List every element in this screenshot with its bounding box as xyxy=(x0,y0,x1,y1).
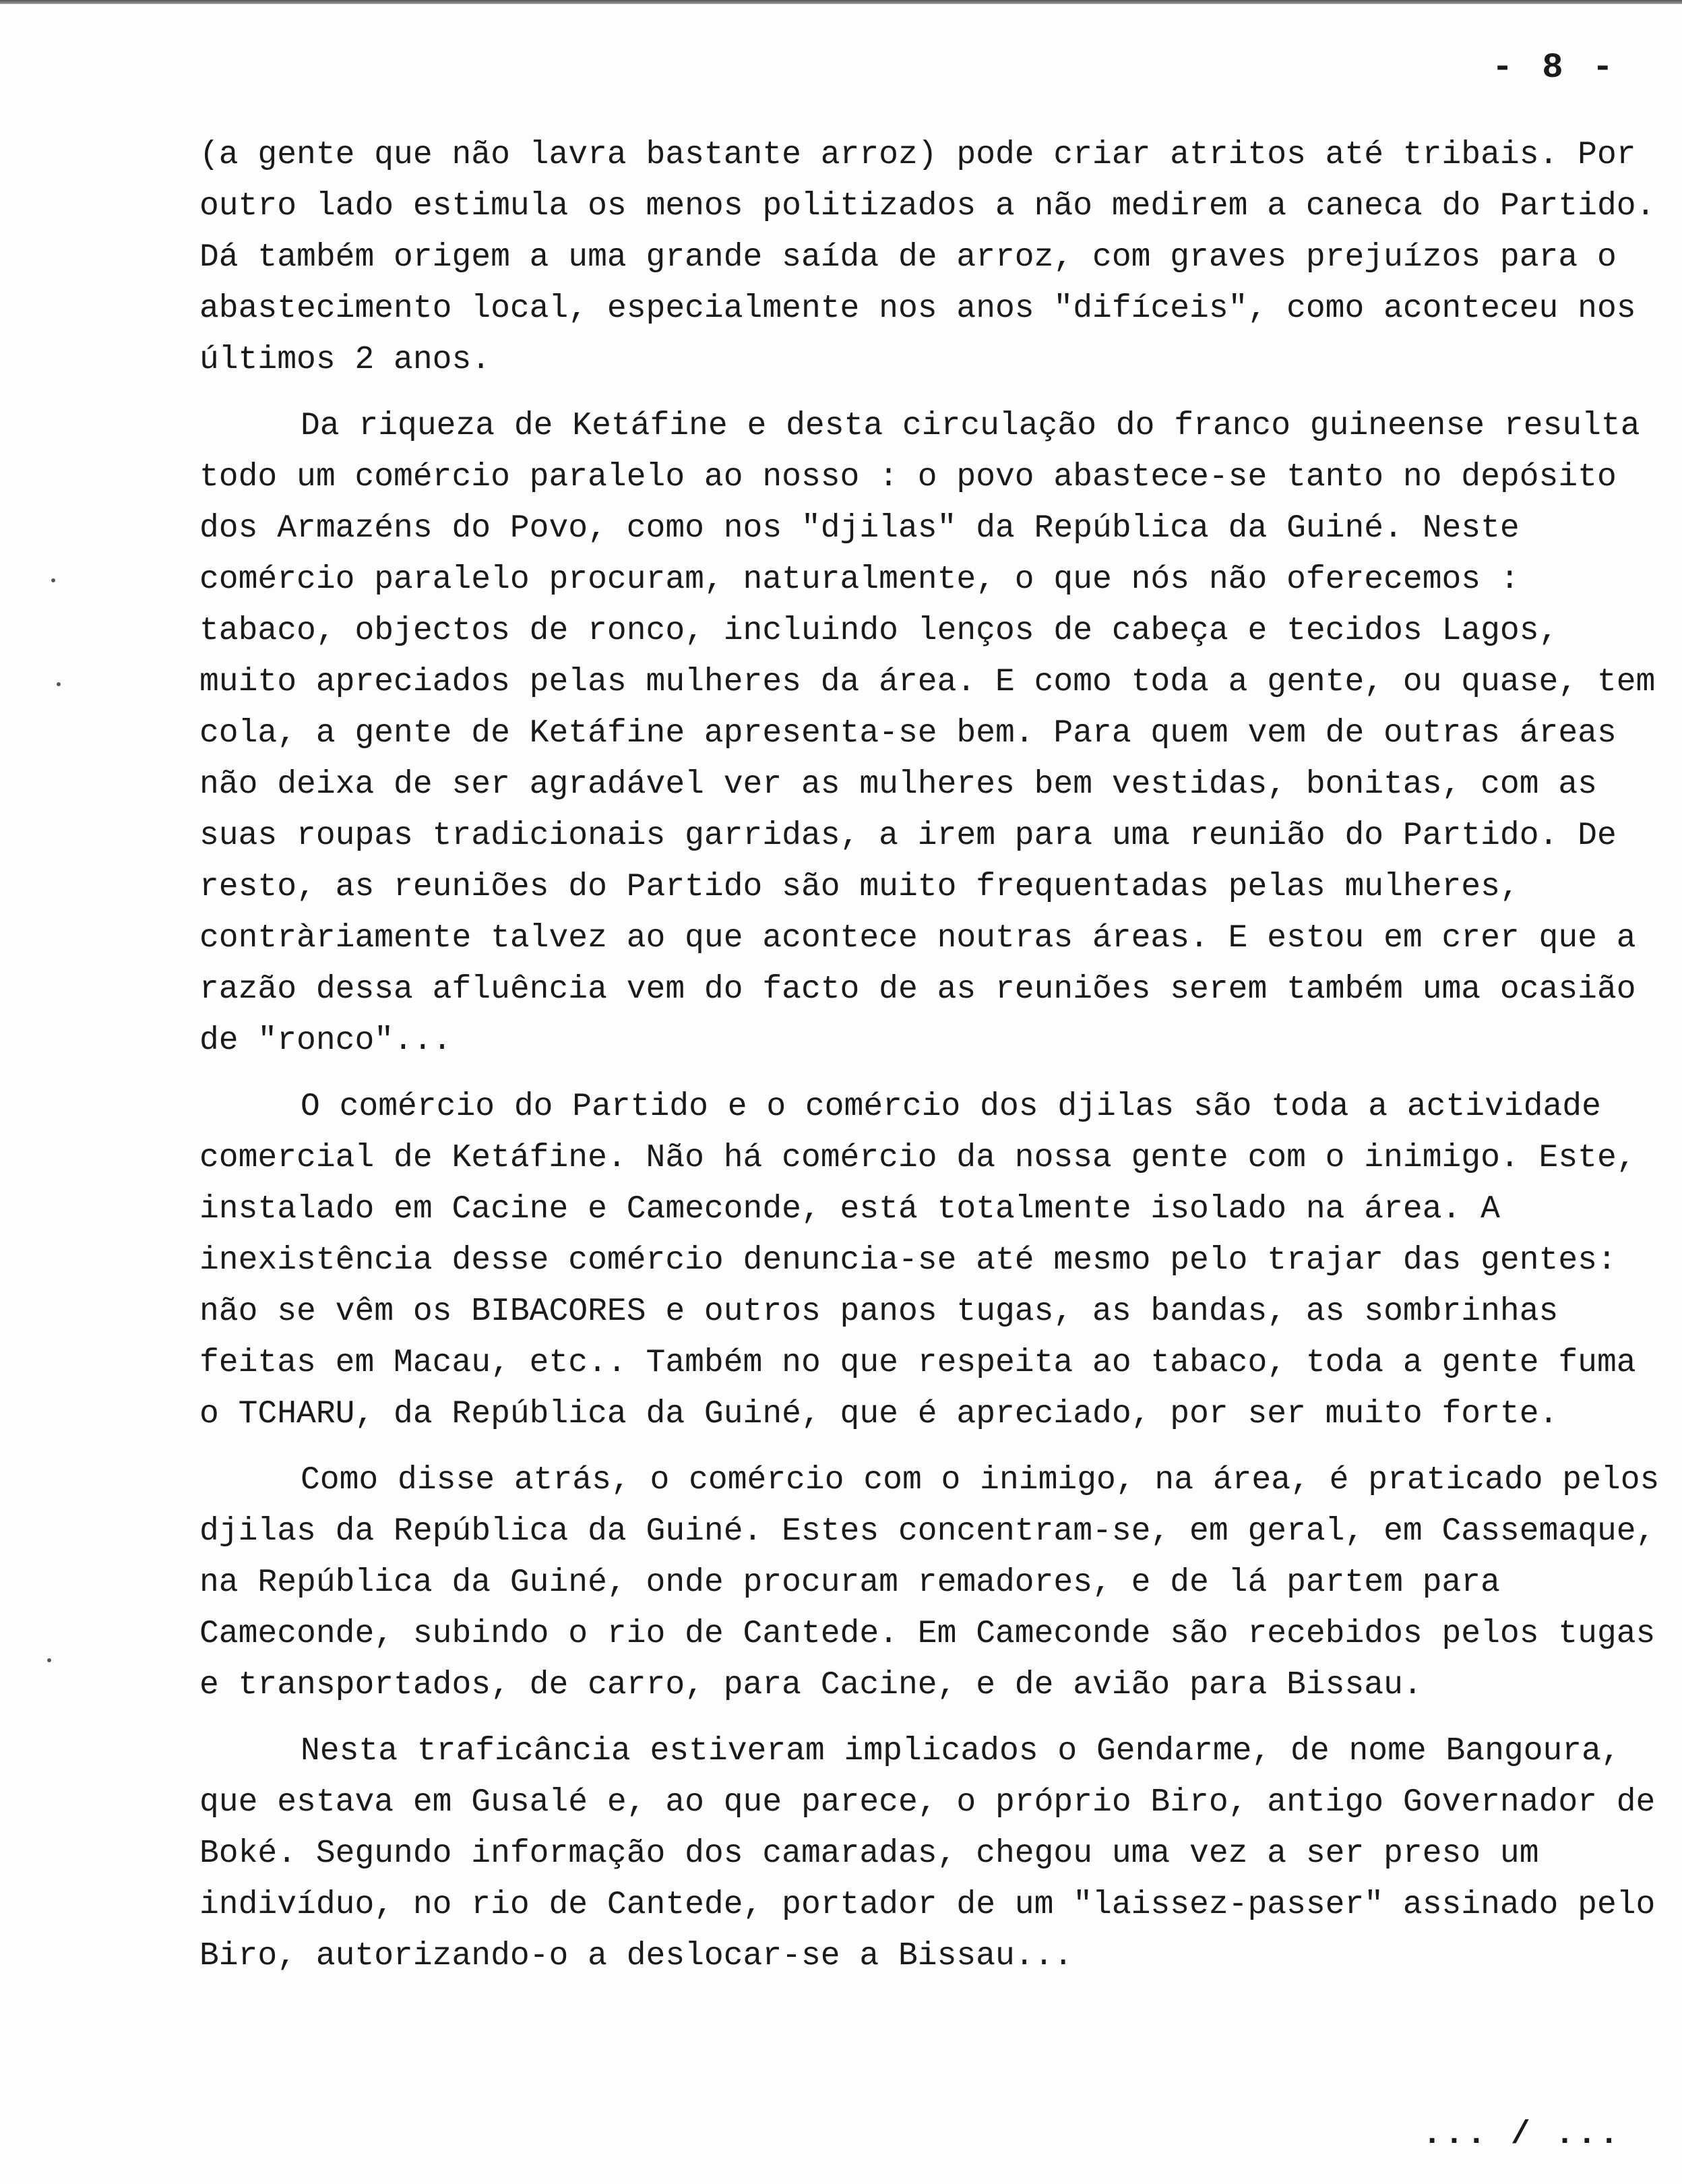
document-body xyxy=(199,129,1662,1997)
margin-speck xyxy=(57,682,61,686)
margin-speck xyxy=(47,1658,51,1662)
continuation-mark: ... / ... xyxy=(1422,2117,1621,2153)
paragraph-3: O comércio do Partido e o comércio dos djilas são toda a actividade comercial de Ketáfine. Não há comércio da nossa gente com o inimigo. Este, instalado em Cacine e Cameconde, está totalmente isolado na área. A inexistência desse comércio denuncia-se até mesmo pelo trajar das gentes: não se vêm os BIBACORES e outros panos tugas, as bandas, as sombrinhas feitas em Macau, etc.. Também no que respeita ao tabaco, toda a gente fuma o TCHARU, da República da Guiné, que é apreciado, por ser muito forte. xyxy=(199,1089,1636,1432)
page-top-edge xyxy=(0,0,1682,4)
margin-speck xyxy=(51,578,55,582)
paragraph-2: Da riqueza de Ketáfine e desta circulação do franco guineense resulta todo um comércio paralelo ao nosso : o povo abastece-se tanto no depósito dos Armazéns do Povo, como nos "djilas" da República da Guiné. Neste comércio paralelo procuram, naturalmente, o que nós não oferecemos : tabaco, objectos de ronco, incluindo lenços de cabeça e tecidos Lagos, muito apreciados pelas mulheres da área. E como toda a gente, ou quase, tem cola, a gente de Ketáfine apresenta-se bem. Para quem vem de outras áreas não deixa de ser agradável ver as mulheres bem vestidas, bonitas, com as suas roupas tradicionais garridas, a irem para uma reunião do Partido. De resto, as reuniões do Partido são muito frequentadas pelas mulheres, contràriamente talvez ao que acontece noutras áreas. E estou em crer que a razão dessa afluência vem do facto de as reuniões serem também uma ocasião de "ronco"... xyxy=(199,408,1656,1059)
paragraph-1: (a gente que não lavra bastante arroz) pode criar atritos até tribais. Por outro lado estimula os menos politizados a não medirem a caneca do Partido. Dá também origem a uma grande saída de arroz, com graves prejuízos para o abastecimento local, especialmente nos anos "difíceis", como aconteceu nos últimos 2 anos. xyxy=(199,137,1656,378)
page-number: - 8 - xyxy=(1491,48,1617,88)
paragraph-4: Como disse atrás, o comércio com o inimigo, na área, é praticado pelos djilas da República da Guiné. Estes concentram-se, em geral, em Cassemaque, na República da Guiné, onde procuram remadores, e de lá partem para Cameconde, subindo o rio de Cantede. Em Cameconde são recebidos pelos tugas e transportados, de carro, para Cacine, e de avião para Bissau. xyxy=(199,1462,1660,1703)
paragraph-5: Nesta traficância estiveram implicados o Gendarme, de nome Bangoura, que estava em Gusalé e, ao que parece, o próprio Biro, antigo Governador de Boké. Segundo informação dos camaradas, chegou uma vez a ser preso um indivíduo, no rio de Cantede, portador de um "laissez-passer" assinado pelo Biro, autorizando-o a deslocar-se a Bissau... xyxy=(199,1733,1656,1974)
